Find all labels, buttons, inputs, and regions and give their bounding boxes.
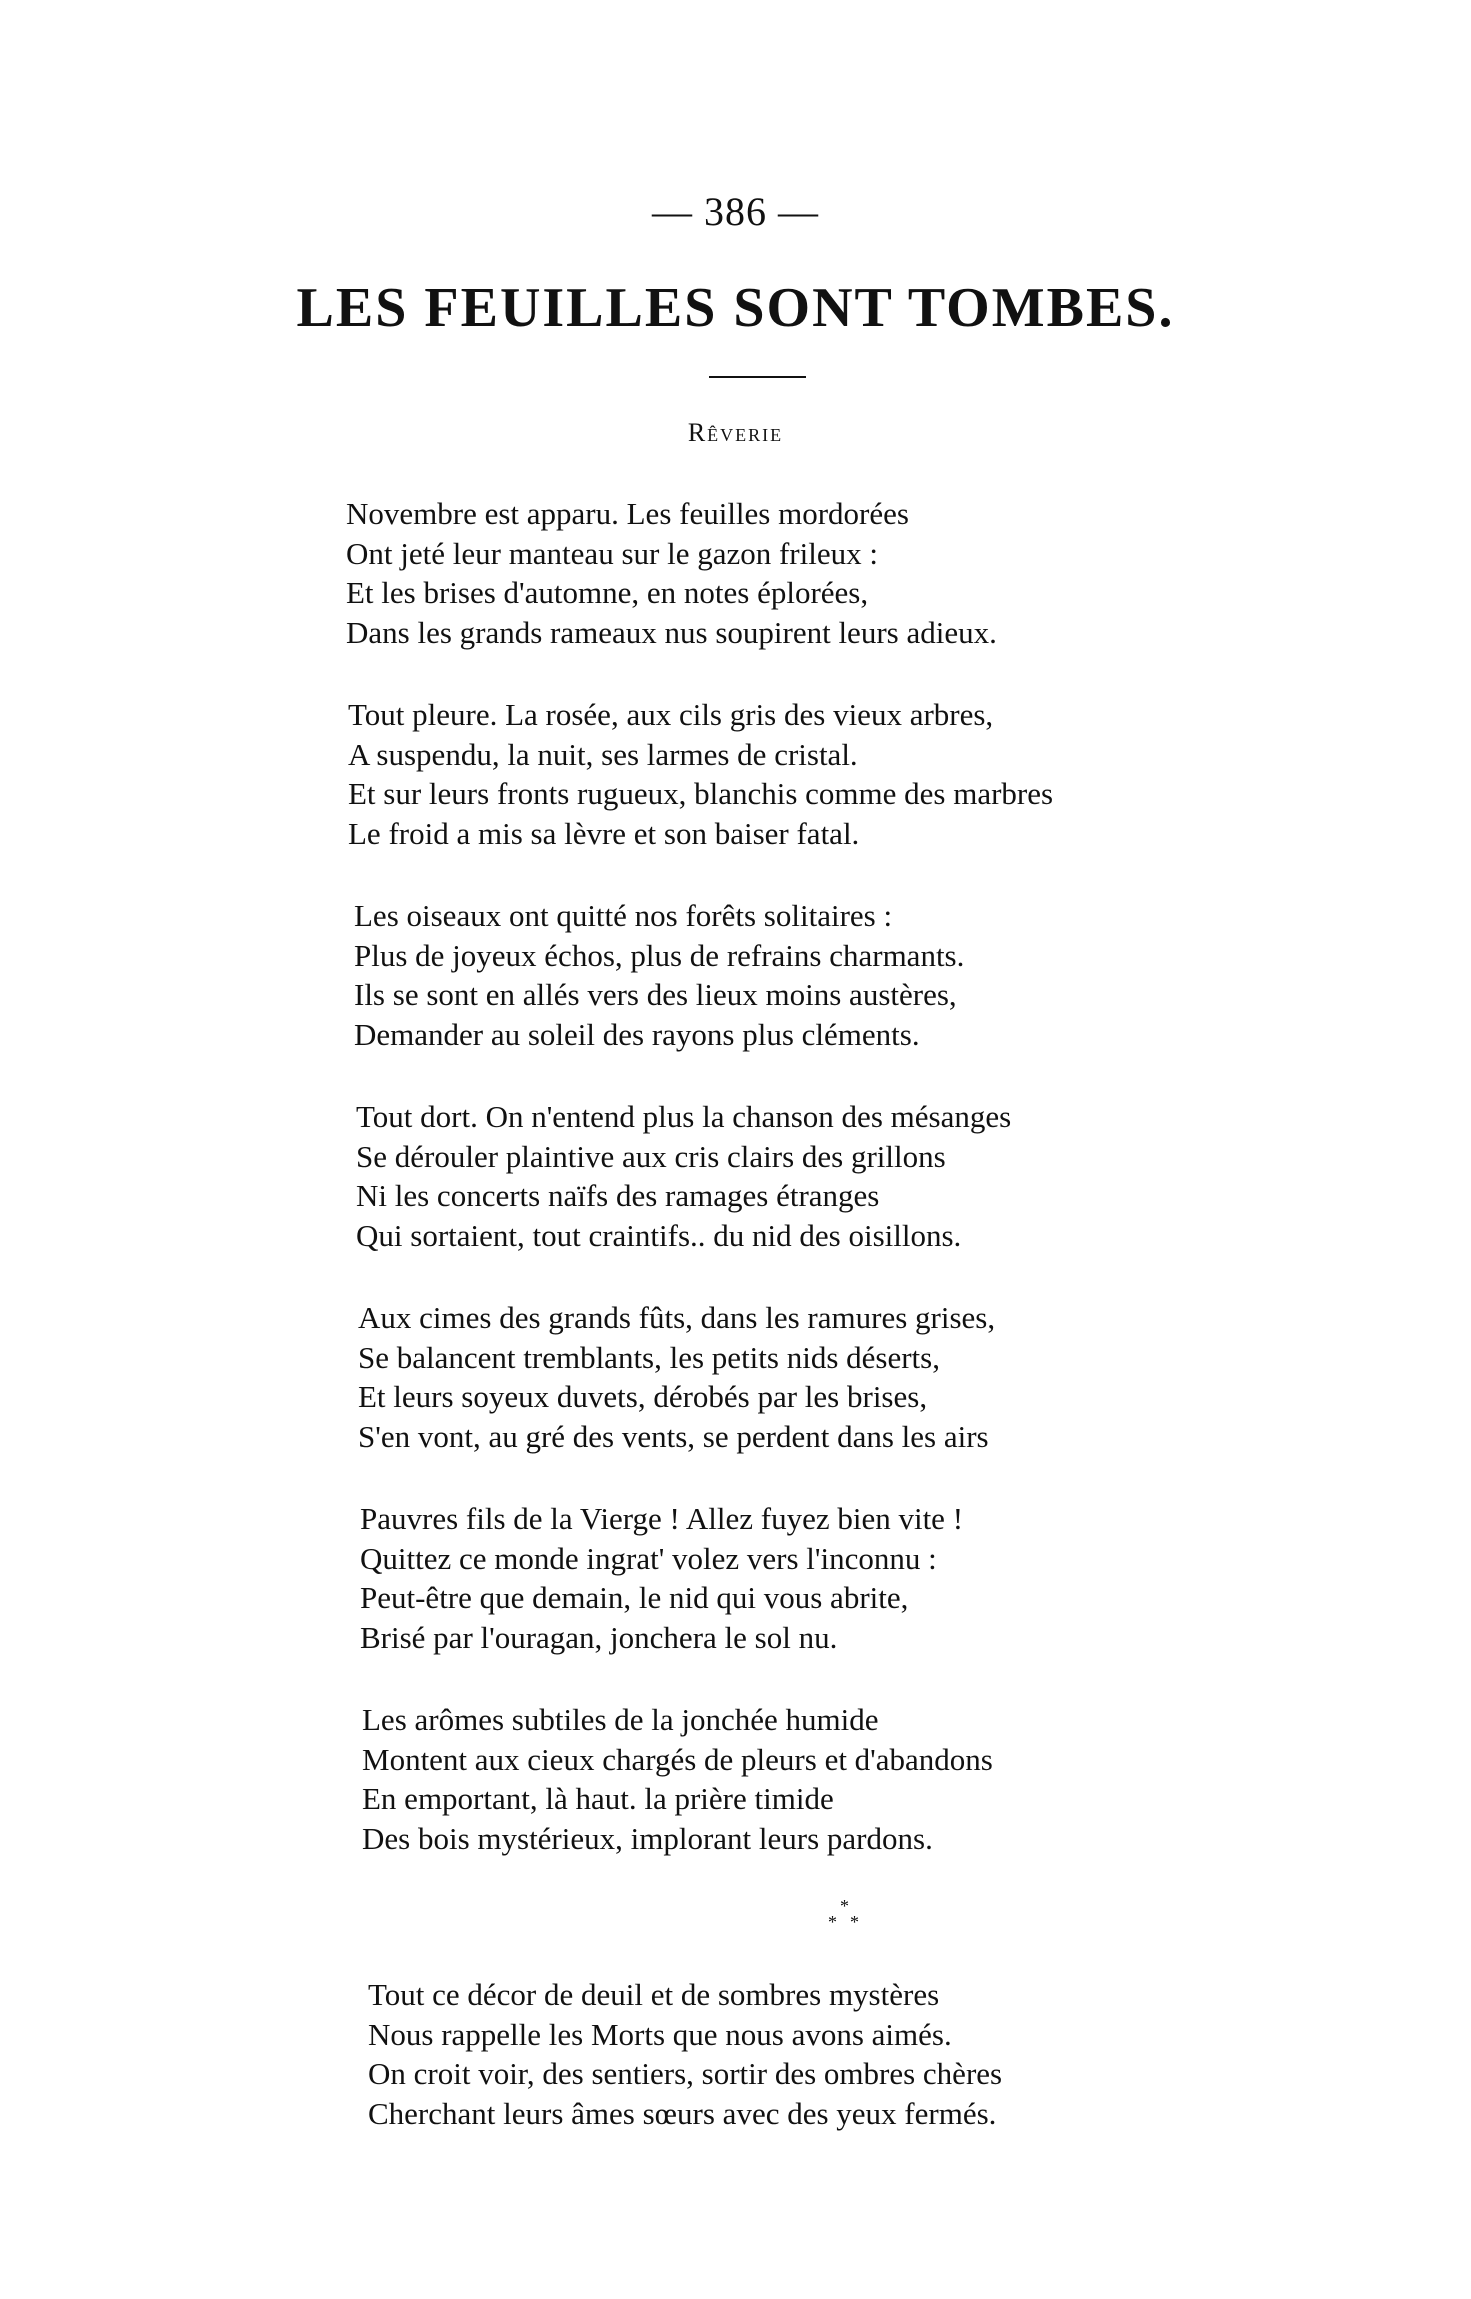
poem-body xyxy=(346,494,1206,2176)
poem-line: Ni les concerts naïfs des ramages étranges xyxy=(356,1178,880,1213)
poem-line: S'en vont, au gré des vents, se perdent dans les airs xyxy=(358,1418,989,1454)
poem-title: LES FEUILLES SONT TOMBES. xyxy=(296,277,1175,339)
poem-line: Peut-être que demain, le nid qui vous abrite, xyxy=(360,1580,909,1615)
separator-star: * xyxy=(840,1896,849,1916)
poem-line: Se balancent tremblants, les petits nids déserts, xyxy=(358,1339,940,1375)
poem-line: Brisé par l'ouragan, jonchera le sol nu. xyxy=(360,1619,838,1655)
poem-line: Dans les grands rameaux nus soupirent leurs adieux. xyxy=(346,614,997,650)
poem-line: Montent aux cieux chargés de pleurs et d'abandons xyxy=(362,1741,993,1777)
poem-line: Ont jeté leur manteau sur le gazon frileux : xyxy=(346,535,878,571)
stanza-3 xyxy=(354,896,1206,1054)
poem-line: Quittez ce monde ingrat' volez vers l'inconnu : xyxy=(360,1540,937,1576)
poem-line: Et les brises d'automne, en notes éplorées, xyxy=(346,575,869,610)
poem-line: Les arômes subtiles de la jonchée humide xyxy=(362,1702,879,1737)
poem-line: Et leurs soyeux duvets, dérobés par les brises, xyxy=(358,1379,928,1414)
poem-line: Aux cimes des grands fûts, dans les ramures grises, xyxy=(358,1300,996,1335)
poem-line: A suspendu, la nuit, ses larmes de cristal. xyxy=(348,736,858,772)
stanza-7 xyxy=(362,1700,1206,1858)
stanza-5 xyxy=(358,1298,1206,1456)
poem-line: Les oiseaux ont quitté nos forêts solitaires : xyxy=(354,898,893,933)
poem-line: En emportant, là haut. la prière timide xyxy=(362,1781,834,1816)
poem-line: Plus de joyeux échos, plus de refrains charmants. xyxy=(354,937,965,973)
poem-line: Qui sortaient, tout craintifs.. du nid des oisillons. xyxy=(356,1217,962,1253)
poem-subtitle: Rêverie xyxy=(687,418,784,447)
poem-line: Tout ce décor de deuil et de sombres mystères xyxy=(368,1977,940,2012)
poem-line: Le froid a mis sa lèvre et son baiser fatal. xyxy=(348,815,860,851)
stanza-1 xyxy=(346,494,1206,652)
stanza-6 xyxy=(360,1499,1206,1657)
poem-line: Tout pleure. La rosée, aux cils gris des vieux arbres, xyxy=(348,697,994,732)
title-rule xyxy=(709,376,806,378)
poem-line: Se dérouler plaintive aux cris clairs des grillons xyxy=(356,1138,946,1174)
poem-line: Pauvres fils de la Vierge ! Allez fuyez bien vite ! xyxy=(360,1501,964,1536)
separator-star: * xyxy=(828,1912,837,1932)
separator-star: * xyxy=(850,1912,859,1932)
poem-line: Nous rappelle les Morts que nous avons aimés. xyxy=(368,2016,952,2052)
poem-line: Des bois mystérieux, implorant leurs pardons. xyxy=(362,1820,933,1856)
stanza-4 xyxy=(356,1097,1206,1255)
poem-line: Tout dort. On n'entend plus la chanson des mésanges xyxy=(356,1099,1012,1134)
poem-line: Ils se sont en allés vers des lieux moins austères, xyxy=(354,977,957,1012)
poem-line: Cherchant leurs âmes sœurs avec des yeux fermés. xyxy=(368,2095,997,2131)
poem-line: Novembre est apparu. Les feuilles mordorées xyxy=(346,496,909,531)
stanza-8 xyxy=(368,1975,1206,2133)
page-number: — 386 — xyxy=(652,189,819,234)
poem-line: On croit voir, des sentiers, sortir des ombres chères xyxy=(368,2056,1003,2091)
stanza-2 xyxy=(348,695,1206,853)
poem-line: Et sur leurs fronts rugueux, blanchis comme des marbres xyxy=(348,776,1054,811)
poem-line: Demander au soleil des rayons plus cléments. xyxy=(354,1016,920,1052)
asterism-separator xyxy=(404,1897,1264,1945)
